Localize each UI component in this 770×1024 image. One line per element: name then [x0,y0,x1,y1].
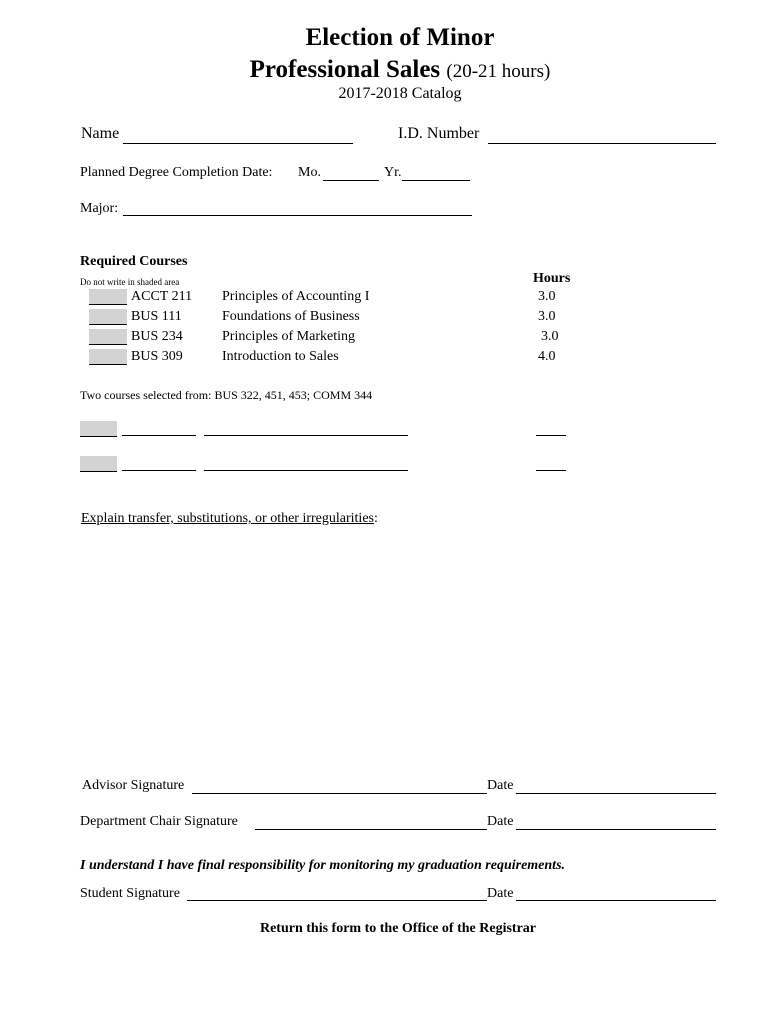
chair-signature-field[interactable] [255,829,487,830]
elective-course-code-field[interactable] [122,435,196,436]
minor-hours: (20-21 hours) [446,61,551,82]
elective-instruction: Two courses selected from: BUS 322, 451, 453; COMM 344 [80,388,373,402]
course-grade-shaded-box [89,309,127,325]
name-field[interactable] [123,143,353,144]
name-label: Name [81,125,120,142]
course-title: Foundations of Business [222,309,360,324]
month-label: Mo. [298,165,321,180]
minor-name: Professional Sales [249,56,441,83]
student-signature-label: Student Signature [80,886,180,901]
course-title: Principles of Marketing [222,329,355,344]
course-grade-shaded-box [89,349,127,365]
elective-course-title-field[interactable] [204,435,408,436]
chair-date-field[interactable] [516,829,716,830]
advisor-signature-label: Advisor Signature [82,778,185,793]
chair-date-label: Date [487,814,514,829]
month-field[interactable] [323,180,379,181]
chair-signature-label: Department Chair Signature [80,814,238,829]
course-grade-shaded-box [89,329,127,345]
elective-grade-shaded-box [80,421,117,437]
explain-irregularities-label [81,511,378,527]
responsibility-statement: I understand I have final responsibility for monitoring my graduation requirements. [80,858,566,873]
advisor-date-field[interactable] [516,793,716,794]
return-instruction: Return this form to the Office of the Registrar [259,921,537,936]
year-label: Yr. [384,165,402,180]
shaded-area-note: Do not write in shaded area [80,277,180,287]
hours-heading: Hours [533,271,571,286]
course-code: BUS 234 [131,329,183,344]
elective-course-title-field[interactable] [204,470,408,471]
course-code: ACCT 211 [131,289,193,304]
course-title: Principles of Accounting I [222,289,370,304]
course-hours: 3.0 [541,329,559,344]
advisor-signature-field[interactable] [192,793,487,794]
student-date-field[interactable] [516,900,716,901]
course-hours: 3.0 [538,289,556,304]
course-hours: 3.0 [538,309,556,324]
course-title: Introduction to Sales [222,349,339,364]
student-signature-field[interactable] [187,900,487,901]
explain-label-text: Explain transfer, substitutions, or other irregularities [81,511,374,526]
student-date-label: Date [487,886,514,901]
form-subtitle [0,56,770,84]
elective-hours-field[interactable] [536,435,566,436]
explain-colon: : [373,511,378,526]
course-code: BUS 111 [131,309,182,324]
elective-grade-shaded-box [80,456,117,472]
id-number-label: I.D. Number [398,125,480,142]
course-grade-shaded-box [89,289,127,305]
year-field[interactable] [402,180,470,181]
catalog-year: 2017-2018 Catalog [338,85,462,102]
course-hours: 4.0 [538,349,556,364]
required-courses-heading: Required Courses [80,254,188,269]
elective-hours-field[interactable] [536,470,566,471]
id-number-field[interactable] [488,143,716,144]
completion-date-label: Planned Degree Completion Date: [80,165,273,180]
course-code: BUS 309 [131,349,183,364]
explain-irregularities-area[interactable] [80,535,720,765]
major-label: Major: [80,201,119,216]
major-field[interactable] [123,215,472,216]
advisor-date-label: Date [487,778,514,793]
form-title: Election of Minor [305,24,495,51]
elective-course-code-field[interactable] [122,470,196,471]
